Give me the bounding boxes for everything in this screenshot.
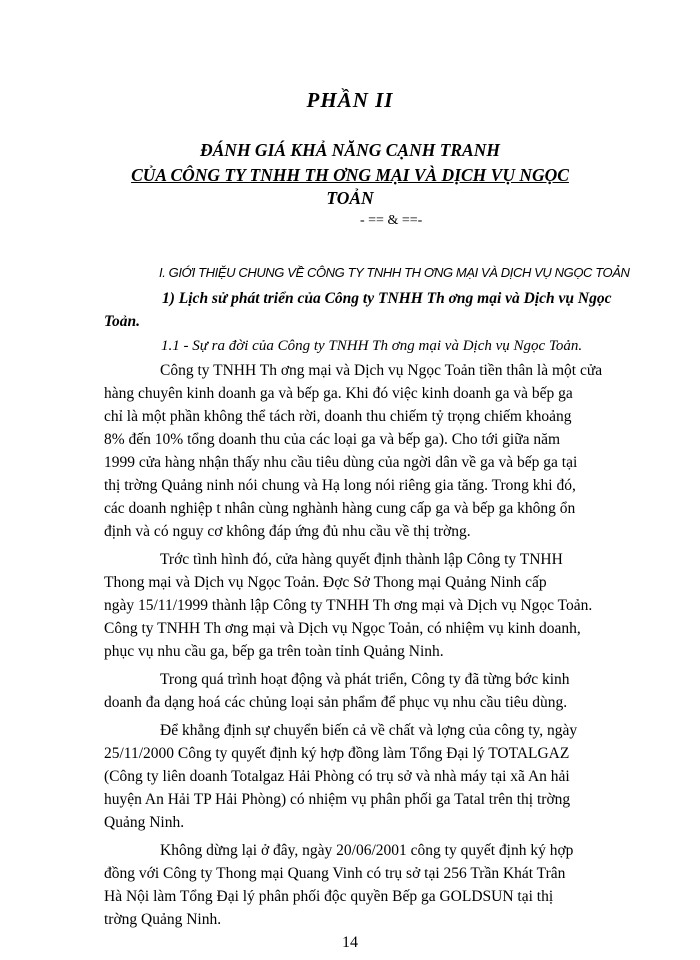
body-line: Trong quá trình hoạt động và phát triển, Công ty đã từng bớc kinh (160, 671, 570, 688)
body-line: doanh đa dạng hoá các chủng loại sản phẩm để phục vụ nhu cầu tiêu dùng. (104, 694, 568, 711)
body-line: các doanh nghiệp t nhân cùng nghành hàng cung cấp ga và bếp ga không ổn (104, 500, 576, 517)
body-line: Thong mại và Dịch vụ Ngọc Toản. Đợc Sở Thong mại Quảng Ninh cấp (104, 574, 547, 591)
subsection-heading-line-1: 1) Lịch sử phát triển của Công ty TNHH Th ơng mại và Dịch vụ Ngọc (162, 290, 612, 307)
section-heading-1: I. GIỚI THIỆU CHUNG VỀ CÔNG TY TNHH TH ƠNG MẠI VÀ DỊCH VỤ NGỌC TOẢN (159, 265, 630, 280)
part-title: PHẦN II (306, 88, 394, 112)
subsection-heading-line-2: Toản. (104, 313, 141, 330)
body-line: Công ty TNHH Th ơng mại và Dịch vụ Ngọc Toản tiền thân là một cửa (160, 362, 603, 379)
body-line: định và có nguy cơ không đáp ứng đủ nhu cầu về thị trờng. (104, 523, 471, 540)
body-line: Không dừng lại ở đây, ngày 20/06/2001 công ty quyết định ký hợp (160, 842, 574, 859)
body-line: thị trờng Quảng ninh nói chung và Hạ long nói riêng gia tăng. Trong khi đó, (104, 477, 576, 494)
chapter-title-line-1: ĐÁNH GIÁ KHẢ NĂNG CẠNH TRANH (200, 140, 500, 160)
body-line: phục vụ nhu cầu ga, bếp ga trên toàn tỉnh Quảng Ninh. (104, 643, 444, 660)
body-line: 1999 cửa hàng nhận thấy nhu cầu tiêu dùng của ngời dân về ga và bếp ga tại (104, 454, 578, 471)
body-line: trờng Quảng Ninh. (104, 911, 222, 928)
ornament-separator: - == & ==- (360, 213, 423, 228)
body-line: chỉ là một phần không thể tách rời, doanh thu chiếm tỷ trọng chiếm khoảng (104, 408, 572, 425)
body-line: Hà Nội làm Tổng Đại lý phân phối độc quyền Bếp ga GOLDSUN tại thị (104, 888, 554, 905)
body-line: (Công ty liên doanh Totalgaz Hải Phòng có trụ sở và nhà máy tại xã An hải (104, 768, 570, 785)
body-line: 8% đến 10% tổng doanh thu của các loại ga và bếp ga). Cho tới giữa năm (104, 431, 561, 448)
body-line: hàng chuyên kinh doanh ga và bếp ga. Khi đó việc kinh doanh ga và bếp ga (104, 385, 573, 402)
body-line: Công ty TNHH Th ơng mại và Dịch vụ Ngọc Toản, có nhiệm vụ kinh doanh, (104, 620, 581, 637)
chapter-title-line-3: TOẢN (326, 188, 374, 208)
body-line: Quảng Ninh. (104, 814, 185, 831)
body-line: Trớc tình hình đó, cửa hàng quyết định thành lập Công ty TNHH (160, 551, 563, 568)
body-line: đồng với Công ty Thong mại Quang Vinh có trụ sở tại 256 Trần Khát Trân (104, 865, 566, 882)
body-line: ngày 15/11/1999 thành lập Công ty TNHH Th ơng mại và Dịch vụ Ngọc Toản. (104, 597, 593, 614)
body-line: huyện An Hải TP Hải Phòng) có nhiệm vụ phân phối ga Tatal trên thị trờng (104, 791, 571, 808)
body-line: Để khẳng định sự chuyển biến cả về chất và lợng của công ty, ngày (160, 722, 578, 739)
page-number: 14 (342, 934, 358, 951)
chapter-title-line-2: CỦA CÔNG TY TNHH TH ƠNG MẠI VÀ DỊCH VỤ NGỌC (131, 165, 569, 185)
subsubsection-heading: 1.1 - Sự ra đời của Công ty TNHH Th ơng mại và Dịch vụ Ngọc Toản. (161, 338, 583, 354)
body-line: 25/11/2000 Công ty quyết định ký hợp đồng làm Tổng Đại lý TOTALGAZ (104, 745, 570, 762)
